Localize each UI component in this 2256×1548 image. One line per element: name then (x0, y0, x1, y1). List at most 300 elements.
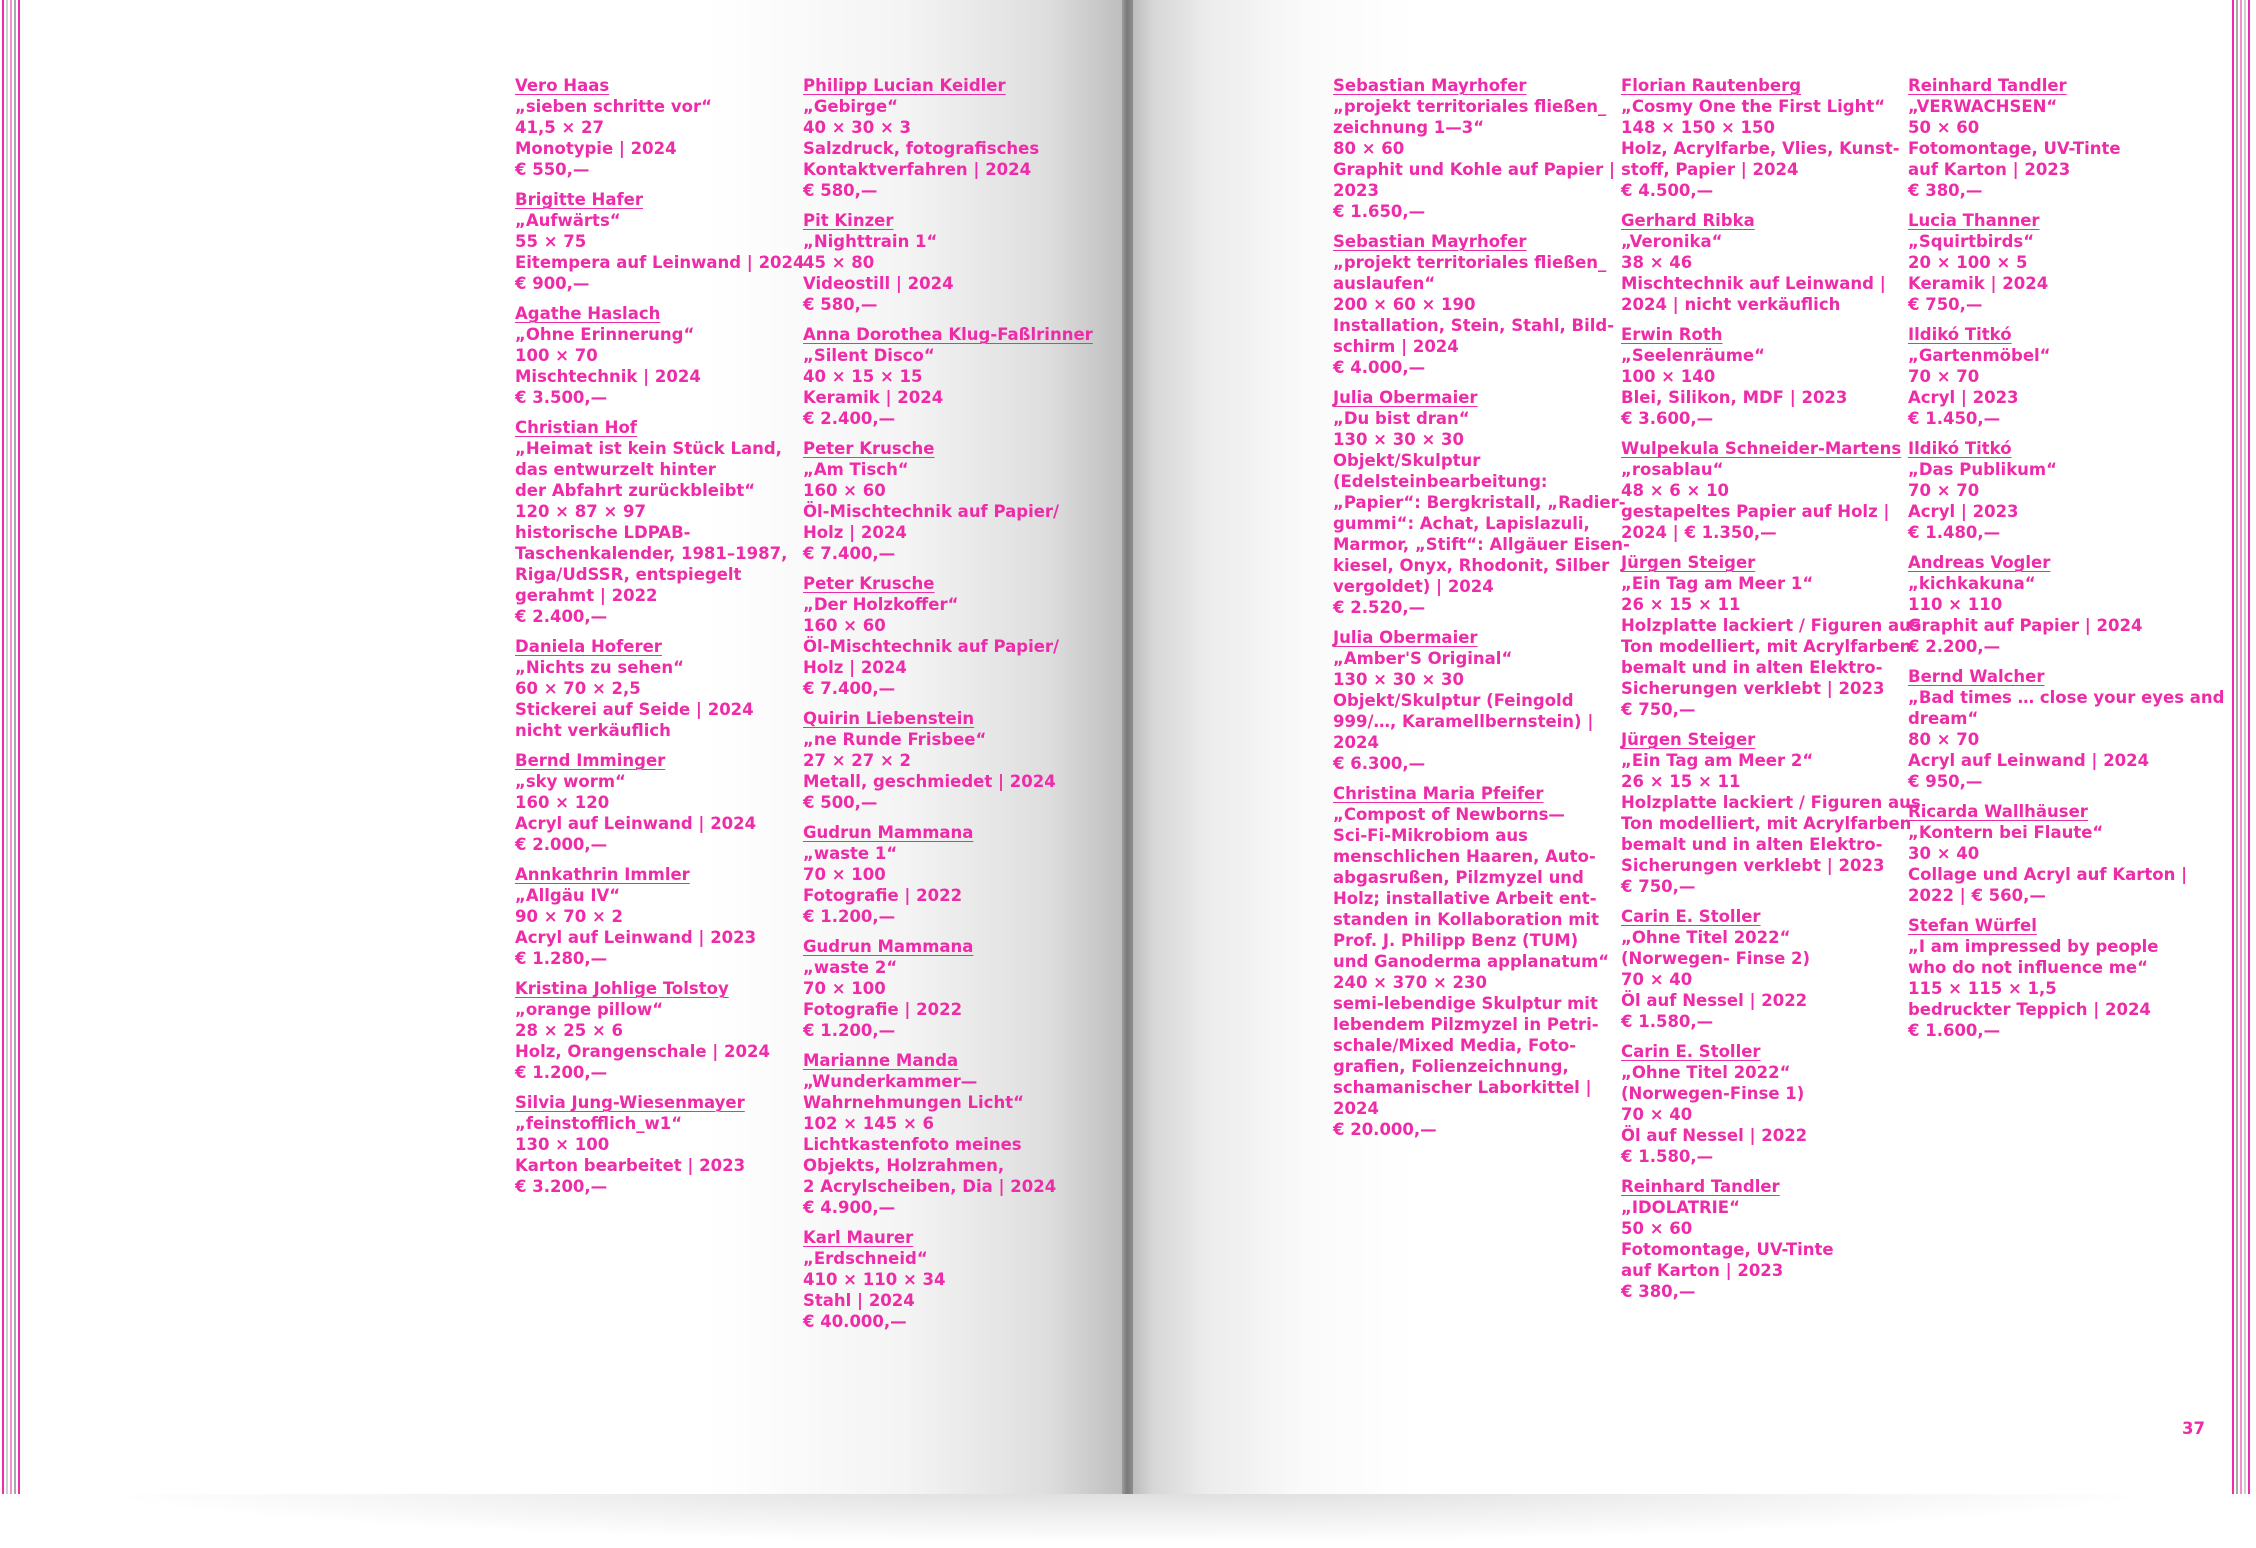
artwork-detail-line: auf Karton | 2023 (1908, 160, 2071, 179)
artist-name: Carin E. Stoller (1621, 907, 1761, 926)
artwork-entry (1333, 387, 1633, 618)
artwork-detail-line: „waste 2“ (803, 958, 898, 977)
artwork-entry (1621, 729, 1921, 897)
artwork-detail-line: 2023 (1333, 181, 1379, 200)
artwork-entry (803, 822, 1103, 927)
artwork-detail-line: Graphit und Kohle auf Papier | (1333, 160, 1616, 179)
artwork-detail-line: „Cosmy One the First Light“ (1621, 97, 1886, 116)
artwork-detail-line: Installation, Stein, Stahl, Bild- (1333, 316, 1615, 335)
artwork-detail-line: „Heimat ist kein Stück Land, (515, 439, 782, 458)
artwork-detail-line: Holzplatte lackiert / Figuren aus (1621, 793, 1921, 812)
artwork-detail-line: € 2.000,— (515, 835, 608, 854)
artwork-entry (515, 750, 815, 855)
artwork-detail-line: Holz; installative Arbeit ent- (1333, 889, 1597, 908)
artwork-detail-line: 70 × 100 (803, 979, 886, 998)
artwork-detail-line: 40 × 15 × 15 (803, 367, 923, 386)
artist-name: Bernd Walcher (1908, 667, 2045, 686)
artwork-detail-line: 2024 | € 1.350,— (1621, 523, 1777, 542)
artist-name: Marianne Manda (803, 1051, 959, 1070)
artwork-detail-line: 45 × 80 (803, 253, 875, 272)
artwork-detail-line: € 40.000,— (803, 1312, 907, 1331)
artwork-detail-line: „VERWACHSEN“ (1908, 97, 2058, 116)
artwork-entry (803, 1227, 1103, 1332)
artwork-detail-line: € 1.200,— (515, 1063, 608, 1082)
artwork-entry (515, 303, 815, 408)
artwork-detail-line: 55 × 75 (515, 232, 587, 251)
artwork-detail-line: „Wunderkammer— (803, 1072, 978, 1091)
artwork-detail-line: Salzdruck, fotografisches (803, 139, 1040, 158)
artwork-detail-line: Holzplatte lackiert / Figuren aus (1621, 616, 1921, 635)
artist-name: Ildikó Titkó (1908, 325, 2012, 344)
artwork-detail-line: 26 × 15 × 11 (1621, 772, 1741, 791)
artwork-detail-line: das entwurzelt hinter (515, 460, 716, 479)
artwork-detail-line: „feinstofflich_w1“ (515, 1114, 683, 1133)
artwork-detail-line: „rosablau“ (1621, 460, 1724, 479)
artwork-detail-line: 30 × 40 (1908, 844, 1980, 863)
artist-name: Annkathrin Immler (515, 865, 690, 884)
artwork-detail-line: Objekt/Skulptur (1333, 451, 1481, 470)
artist-name: Jürgen Steiger (1621, 730, 1756, 749)
artist-name: Vero Haas (515, 76, 610, 95)
artist-name: Sebastian Mayrhofer (1333, 76, 1527, 95)
artwork-detail-line: € 1.200,— (803, 907, 896, 926)
artwork-detail-line: Fotomontage, UV-Tinte (1621, 1240, 1834, 1259)
artwork-entry (1908, 324, 2208, 429)
artwork-detail-line: 70 × 100 (803, 865, 886, 884)
artwork-detail-line: 148 × 150 × 150 (1621, 118, 1775, 137)
artwork-detail-line: € 500,— (803, 793, 878, 812)
left-page-column-1 (515, 75, 815, 1206)
artwork-detail-line: 90 × 70 × 2 (515, 907, 624, 926)
artwork-entry (1333, 627, 1633, 774)
artwork-detail-line: „sky worm“ (515, 772, 626, 791)
artwork-detail-line: € 750,— (1621, 877, 1696, 896)
artwork-detail-line: € 3.600,— (1621, 409, 1714, 428)
book-gutter (1122, 0, 1133, 1494)
artwork-entry (1621, 210, 1921, 315)
artwork-detail-line: Ton modelliert, mit Acrylfarben (1621, 814, 1912, 833)
artwork-detail-line: Collage und Acryl auf Karton | (1908, 865, 2188, 884)
artwork-detail-line: schamanischer Laborkittel | (1333, 1078, 1592, 1097)
artwork-detail-line: 160 × 60 (803, 616, 886, 635)
artwork-detail-line: 100 × 70 (515, 346, 598, 365)
artwork-entry (515, 75, 815, 180)
artwork-detail-line: gummi“: Achat, Lapislazuli, (1333, 514, 1590, 533)
artwork-entry (515, 636, 815, 741)
artist-name: Philipp Lucian Keidler (803, 76, 1006, 95)
artwork-entry (515, 189, 815, 294)
artwork-detail-line: € 950,— (1908, 772, 1983, 791)
artwork-detail-line: € 7.400,— (803, 544, 896, 563)
artwork-detail-line: „Amber'S Original“ (1333, 649, 1513, 668)
artwork-entry (1908, 210, 2208, 315)
artwork-detail-line: Keramik | 2024 (1908, 274, 2049, 293)
artwork-detail-line: 80 × 70 (1908, 730, 1980, 749)
artwork-detail-line: € 4.000,— (1333, 358, 1426, 377)
artwork-detail-line: 28 × 25 × 6 (515, 1021, 624, 1040)
artist-name: Anna Dorothea Klug-Faßlrinner (803, 325, 1093, 344)
artist-name: Gerhard Ribka (1621, 211, 1755, 230)
artwork-detail-line: (Norwegen-Finse 1) (1621, 1084, 1805, 1103)
artwork-detail-line: und Ganoderma applanatum“ (1333, 952, 1610, 971)
artwork-detail-line: 50 × 60 (1621, 1219, 1693, 1238)
artwork-detail-line: Mischtechnik | 2024 (515, 367, 701, 386)
artwork-detail-line: 130 × 100 (515, 1135, 610, 1154)
artwork-entry (1621, 552, 1921, 720)
artwork-entry (515, 864, 815, 969)
artwork-detail-line: „projekt territoriales fließen_ (1333, 97, 1607, 116)
artwork-entry (803, 936, 1103, 1041)
artwork-detail-line: Stahl | 2024 (803, 1291, 915, 1310)
artwork-entry (1621, 1176, 1921, 1302)
artwork-detail-line: lebendem Pilzmyzel in Petri- (1333, 1015, 1599, 1034)
artwork-detail-line: Monotypie | 2024 (515, 139, 677, 158)
artist-name: Silvia Jung-Wiesenmayer (515, 1093, 745, 1112)
artwork-detail-line: € 750,— (1621, 700, 1696, 719)
artwork-detail-line: Karton bearbeitet | 2023 (515, 1156, 746, 1175)
artwork-detail-line: 70 × 40 (1621, 1105, 1693, 1124)
artist-name: Julia Obermaier (1333, 388, 1478, 407)
artwork-detail-line: menschlichen Haaren, Auto- (1333, 847, 1596, 866)
artwork-detail-line: „Der Holzkoffer“ (803, 595, 959, 614)
artwork-detail-line: € 4.900,— (803, 1198, 896, 1217)
artwork-detail-line: 240 × 370 × 230 (1333, 973, 1487, 992)
artwork-detail-line: „Nighttrain 1“ (803, 232, 938, 251)
artwork-detail-line: abgasrußen, Pilzmyzel und (1333, 868, 1584, 887)
artwork-detail-line: € 1.600,— (1908, 1021, 2001, 1040)
artwork-detail-line: 2024 | nicht verkäuflich (1621, 295, 1841, 314)
artwork-entry (1908, 666, 2225, 792)
artwork-detail-line: 115 × 115 × 1,5 (1908, 979, 2057, 998)
artist-name: Peter Krusche (803, 574, 935, 593)
artist-name: Agathe Haslach (515, 304, 661, 323)
artwork-detail-line: schirm | 2024 (1333, 337, 1459, 356)
artist-name: Gudrun Mammana (803, 823, 974, 842)
artwork-detail-line: „Nichts zu sehen“ (515, 658, 684, 677)
artwork-detail-line: nicht verkäuflich (515, 721, 671, 740)
artwork-detail-line: Fotomontage, UV-Tinte (1908, 139, 2121, 158)
artist-name: Gudrun Mammana (803, 937, 974, 956)
artwork-detail-line: Acryl | 2023 (1908, 388, 2019, 407)
artwork-detail-line: „projekt territoriales fließen_ (1333, 253, 1607, 272)
artwork-detail-line: 2024 (1333, 733, 1379, 752)
artwork-detail-line: „Erdschneid“ (803, 1249, 928, 1268)
right-page-edges (2230, 0, 2256, 1494)
artwork-entry (515, 417, 815, 627)
artwork-entry (803, 1050, 1103, 1218)
artwork-detail-line: Holz | 2024 (803, 523, 907, 542)
artwork-detail-line: 130 × 30 × 30 (1333, 670, 1464, 689)
artwork-detail-line: 41,5 × 27 (515, 118, 604, 137)
artwork-entry (803, 573, 1103, 699)
artist-name: Reinhard Tandler (1621, 1177, 1780, 1196)
artwork-entry (1908, 552, 2208, 657)
artwork-detail-line: bemalt und in alten Elektro- (1621, 658, 1883, 677)
artwork-detail-line: vergoldet) | 2024 (1333, 577, 1494, 596)
artwork-detail-line: Öl auf Nessel | 2022 (1621, 991, 1808, 1010)
artwork-detail-line: Keramik | 2024 (803, 388, 944, 407)
artwork-detail-line: € 2.400,— (803, 409, 896, 428)
artwork-detail-line: 60 × 70 × 2,5 (515, 679, 641, 698)
artwork-detail-line: Kontaktverfahren | 2024 (803, 160, 1032, 179)
artwork-detail-line: „Seelenräume“ (1621, 346, 1765, 365)
artwork-detail-line: Sci-Fi-Mikrobiom aus (1333, 826, 1528, 845)
artwork-detail-line: € 750,— (1908, 295, 1983, 314)
artwork-detail-line: „Allgäu IV“ (515, 886, 621, 905)
artist-name: Quirin Liebenstein (803, 709, 975, 728)
artwork-entry (1333, 783, 1633, 1140)
artwork-detail-line: Wahrnehmungen Licht“ (803, 1093, 1024, 1112)
artwork-detail-line: Taschenkalender, 1981–1987, (515, 544, 788, 563)
artwork-detail-line: Acryl auf Leinwand | 2024 (515, 814, 757, 833)
artwork-entry (515, 978, 815, 1083)
artwork-entry (803, 75, 1103, 201)
artist-name: Ildikó Titkó (1908, 439, 2012, 458)
artwork-detail-line: „IDOLATRIE“ (1621, 1198, 1740, 1217)
artwork-detail-line: € 580,— (803, 181, 878, 200)
artwork-detail-line: 410 × 110 × 34 (803, 1270, 946, 1289)
artwork-detail-line: Öl-Mischtechnik auf Papier/ (803, 637, 1060, 656)
artwork-detail-line: 27 × 27 × 2 (803, 751, 912, 770)
artwork-detail-line: 2024 (1333, 1099, 1379, 1118)
artist-name: Andreas Vogler (1908, 553, 2051, 572)
artwork-entry (1908, 75, 2208, 201)
artwork-detail-line: „Silent Disco“ (803, 346, 935, 365)
artwork-detail-line: „Ein Tag am Meer 1“ (1621, 574, 1814, 593)
artwork-detail-line: Eitempera auf Leinwand | 2024 (515, 253, 805, 272)
artwork-detail-line: bemalt und in alten Elektro- (1621, 835, 1883, 854)
artwork-entry (1621, 1041, 1921, 1167)
artwork-detail-line: 70 × 70 (1908, 481, 1980, 500)
artist-name: Peter Krusche (803, 439, 935, 458)
artist-name: Reinhard Tandler (1908, 76, 2067, 95)
artwork-detail-line: „Squirtbirds“ (1908, 232, 2035, 251)
right-page-column-1 (1333, 75, 1633, 1149)
artwork-detail-line: € 4.500,— (1621, 181, 1714, 200)
right-page-column-3 (1908, 75, 2225, 1050)
artwork-detail-line: auf Karton | 2023 (1621, 1261, 1784, 1280)
artwork-detail-line: bedruckter Teppich | 2024 (1908, 1000, 2151, 1019)
artist-name: Pit Kinzer (803, 211, 894, 230)
artwork-detail-line: € 3.500,— (515, 388, 608, 407)
artwork-entry (803, 438, 1103, 564)
artwork-detail-line: stoff, Papier | 2024 (1621, 160, 1799, 179)
artwork-detail-line: € 6.300,— (1333, 754, 1426, 773)
artwork-detail-line: Prof. J. Philipp Benz (TUM) (1333, 931, 1579, 950)
artwork-detail-line: 160 × 60 (803, 481, 886, 500)
artwork-entry (1333, 231, 1633, 378)
artwork-detail-line: € 2.520,— (1333, 598, 1426, 617)
artwork-detail-line: „Veronika“ (1621, 232, 1723, 251)
artwork-detail-line: „Am Tisch“ (803, 460, 909, 479)
artwork-entry (1621, 906, 1921, 1032)
artist-name: Erwin Roth (1621, 325, 1723, 344)
artwork-entry (1908, 915, 2208, 1041)
artwork-detail-line: „Das Publikum“ (1908, 460, 2057, 479)
artwork-detail-line: 200 × 60 × 190 (1333, 295, 1476, 314)
artwork-detail-line: Acryl auf Leinwand | 2024 (1908, 751, 2150, 770)
artwork-detail-line: Ton modelliert, mit Acrylfarben (1621, 637, 1912, 656)
artwork-detail-line: „Bad times … close your eyes and (1908, 688, 2225, 707)
artwork-entry (1908, 801, 2208, 906)
artwork-entry (1621, 438, 1921, 543)
artwork-detail-line: grafien, Folienzeichnung, (1333, 1057, 1569, 1076)
artwork-detail-line: 70 × 70 (1908, 367, 1980, 386)
artwork-detail-line: „waste 1“ (803, 844, 898, 863)
artwork-detail-line: „Du bist dran“ (1333, 409, 1470, 428)
artwork-detail-line: 130 × 30 × 30 (1333, 430, 1464, 449)
artwork-detail-line: Blei, Silikon, MDF | 2023 (1621, 388, 1848, 407)
artist-name: Carin E. Stoller (1621, 1042, 1761, 1061)
artwork-detail-line: „Ein Tag am Meer 2“ (1621, 751, 1814, 770)
artist-name: Ricarda Wallhäuser (1908, 802, 2088, 821)
artwork-detail-line: 120 × 87 × 97 (515, 502, 646, 521)
artwork-detail-line: € 900,— (515, 274, 590, 293)
artwork-detail-line: gerahmt | 2022 (515, 586, 658, 605)
left-page-column-2 (803, 75, 1103, 1341)
artwork-detail-line: Objekts, Holzrahmen, (803, 1156, 1005, 1175)
artwork-detail-line: Marmor, „Stift“: Allgäuer Eisen- (1333, 535, 1630, 554)
artwork-entry (803, 324, 1103, 429)
artwork-detail-line: „Gebirge“ (803, 97, 899, 116)
artwork-detail-line: 80 × 60 (1333, 139, 1405, 158)
artwork-entry (803, 708, 1103, 813)
artwork-entry (803, 210, 1103, 315)
artwork-detail-line: 2022 | € 560,— (1908, 886, 2046, 905)
artwork-detail-line: „sieben schritte vor“ (515, 97, 712, 116)
artwork-detail-line: € 1.580,— (1621, 1147, 1714, 1166)
artwork-detail-line: dream“ (1908, 709, 1979, 728)
artwork-detail-line: € 1.450,— (1908, 409, 2001, 428)
artwork-detail-line: Fotografie | 2022 (803, 1000, 963, 1019)
artist-name: Christian Hof (515, 418, 637, 437)
artwork-detail-line: Holz, Acrylfarbe, Vlies, Kunst- (1621, 139, 1900, 158)
artwork-detail-line: Videostill | 2024 (803, 274, 954, 293)
artwork-detail-line: gestapeltes Papier auf Holz | (1621, 502, 1890, 521)
artwork-detail-line: € 580,— (803, 295, 878, 314)
artwork-detail-line: Fotografie | 2022 (803, 886, 963, 905)
artwork-detail-line: Metall, geschmiedet | 2024 (803, 772, 1056, 791)
artwork-detail-line: € 2.400,— (515, 607, 608, 626)
artwork-detail-line: 26 × 15 × 11 (1621, 595, 1741, 614)
artwork-detail-line: „Kontern bei Flaute“ (1908, 823, 2104, 842)
artwork-detail-line: „Compost of Newborns— (1333, 805, 1565, 824)
artwork-detail-line: € 3.200,— (515, 1177, 608, 1196)
artwork-detail-line: auslaufen“ (1333, 274, 1436, 293)
artwork-detail-line: € 20.000,— (1333, 1120, 1437, 1139)
artwork-detail-line: „Ohne Titel 2022“ (1621, 1063, 1791, 1082)
artwork-detail-line: 100 × 140 (1621, 367, 1716, 386)
artwork-entry (1621, 75, 1921, 201)
artwork-detail-line: Acryl auf Leinwand | 2023 (515, 928, 757, 947)
artwork-detail-line: € 7.400,— (803, 679, 896, 698)
artist-name: Christina Maria Pfeifer (1333, 784, 1544, 803)
artwork-detail-line: Lichtkastenfoto meines (803, 1135, 1022, 1154)
artwork-detail-line: 50 × 60 (1908, 118, 1980, 137)
artwork-detail-line: schale/Mixed Media, Foto- (1333, 1036, 1577, 1055)
artist-name: Kristina Johlige Tolstoy (515, 979, 729, 998)
artwork-detail-line: Riga/UdSSR, entspiegelt (515, 565, 742, 584)
artwork-detail-line: 20 × 100 × 5 (1908, 253, 2028, 272)
artwork-detail-line: € 380,— (1908, 181, 1983, 200)
artwork-detail-line: Sicherungen verklebt | 2023 (1621, 679, 1885, 698)
artist-name: Karl Maurer (803, 1228, 914, 1247)
artwork-detail-line: standen in Kollaboration mit (1333, 910, 1600, 929)
artwork-detail-line: historische LDPAB- (515, 523, 691, 542)
artwork-detail-line: Sicherungen verklebt | 2023 (1621, 856, 1885, 875)
artwork-detail-line: „ne Runde Frisbee“ (803, 730, 987, 749)
artwork-detail-line: 38 × 46 (1621, 253, 1693, 272)
artwork-detail-line: Holz, Orangenschale | 2024 (515, 1042, 770, 1061)
artwork-detail-line: Öl auf Nessel | 2022 (1621, 1126, 1808, 1145)
artist-name: Lucia Thanner (1908, 211, 2040, 230)
artwork-detail-line: 70 × 40 (1621, 970, 1693, 989)
artwork-detail-line: Öl-Mischtechnik auf Papier/ (803, 502, 1060, 521)
artist-name: Brigitte Hafer (515, 190, 643, 209)
artwork-detail-line: „Aufwärts“ (515, 211, 621, 230)
artwork-detail-line: kiesel, Onyx, Rhodonit, Silber (1333, 556, 1610, 575)
artwork-detail-line: (Edelsteinbearbeitung: (1333, 472, 1548, 491)
artwork-detail-line: € 550,— (515, 160, 590, 179)
artwork-detail-line: 160 × 120 (515, 793, 610, 812)
artwork-entry (1621, 324, 1921, 429)
artwork-detail-line: „I am impressed by people (1908, 937, 2159, 956)
artwork-detail-line: € 380,— (1621, 1282, 1696, 1301)
artist-name: Sebastian Mayrhofer (1333, 232, 1527, 251)
artwork-detail-line: 2 Acrylscheiben, Dia | 2024 (803, 1177, 1057, 1196)
artist-name: Wulpekula Schneider-Martens (1621, 439, 1902, 458)
artwork-detail-line: 102 × 145 × 6 (803, 1114, 934, 1133)
artwork-detail-line: „Papier“: Bergkristall, „Radier- (1333, 493, 1626, 512)
artist-name: Jürgen Steiger (1621, 553, 1756, 572)
artwork-detail-line: € 1.650,— (1333, 202, 1426, 221)
right-page-column-2 (1621, 75, 1921, 1311)
artist-name: Julia Obermaier (1333, 628, 1478, 647)
artwork-detail-line: „Gartenmöbel“ (1908, 346, 2051, 365)
artist-name: Stefan Würfel (1908, 916, 2037, 935)
artist-name: Florian Rautenberg (1621, 76, 1802, 95)
artwork-entry (515, 1092, 815, 1197)
artwork-detail-line: 40 × 30 × 3 (803, 118, 912, 137)
artwork-detail-line: Acryl | 2023 (1908, 502, 2019, 521)
artwork-detail-line: Stickerei auf Seide | 2024 (515, 700, 754, 719)
artwork-detail-line: who do not influence me“ (1908, 958, 2148, 977)
artwork-detail-line: 48 × 6 × 10 (1621, 481, 1730, 500)
artwork-detail-line: der Abfahrt zurückbleibt“ (515, 481, 756, 500)
artwork-detail-line: (Norwegen- Finse 2) (1621, 949, 1811, 968)
artist-name: Daniela Hoferer (515, 637, 662, 656)
artwork-detail-line: semi-lebendige Skulptur mit (1333, 994, 1598, 1013)
artwork-detail-line: „Ohne Erinnerung“ (515, 325, 695, 344)
artwork-detail-line: € 1.200,— (803, 1021, 896, 1040)
artwork-detail-line: € 2.200,— (1908, 637, 2001, 656)
artwork-detail-line: Mischtechnik auf Leinwand | (1621, 274, 1886, 293)
artwork-detail-line: Holz | 2024 (803, 658, 907, 677)
artwork-detail-line: „kichkakuna“ (1908, 574, 2036, 593)
artwork-detail-line: „orange pillow“ (515, 1000, 664, 1019)
artist-name: Bernd Imminger (515, 751, 666, 770)
artwork-detail-line: 999/…, Karamellbernstein) | (1333, 712, 1594, 731)
artwork-detail-line: zeichnung 1—3“ (1333, 118, 1485, 137)
artwork-entry (1908, 438, 2208, 543)
artwork-entry (1333, 75, 1633, 222)
artwork-detail-line: Graphit auf Papier | 2024 (1908, 616, 2143, 635)
artwork-detail-line: 110 × 110 (1908, 595, 2003, 614)
artwork-detail-line: „Ohne Titel 2022“ (1621, 928, 1791, 947)
artwork-detail-line: € 1.280,— (515, 949, 608, 968)
artwork-detail-line: € 1.480,— (1908, 523, 2001, 542)
artwork-detail-line: Objekt/Skulptur (Feingold (1333, 691, 1574, 710)
